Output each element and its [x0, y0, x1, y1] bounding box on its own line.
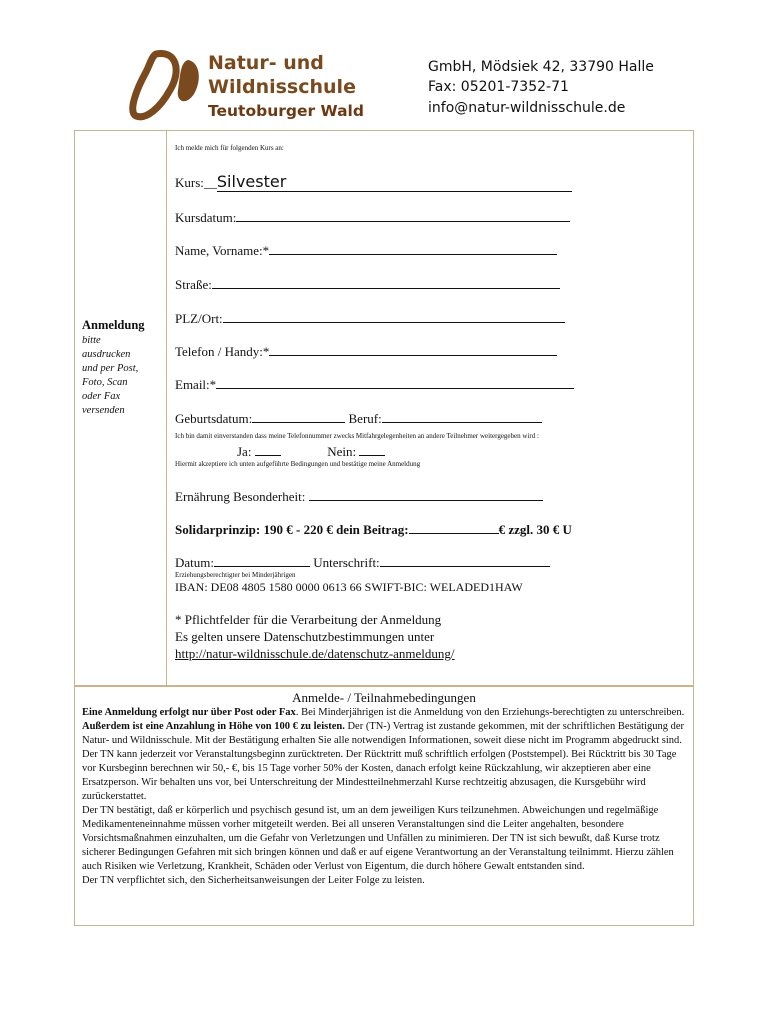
yes-label: Ja: [237, 444, 252, 459]
solidarity-row [175, 521, 572, 538]
plz-row [175, 310, 565, 327]
course-label: Kurs:__ [175, 175, 217, 190]
accept-text: Hiermit akzeptiere ich unten aufgeführte Bedingungen und bestätige meine Anmeldung [175, 460, 421, 468]
job-field[interactable] [382, 410, 542, 423]
contact-address: GmbH, Mödsiek 42, 33790 Halle [428, 59, 654, 75]
terms-heading: Anmelde- / Teilnahmebedingungen [292, 690, 476, 705]
name-label: Name, Vorname:* [175, 243, 270, 258]
email-row [175, 376, 574, 393]
nutrition-row [175, 488, 543, 505]
job-label: Beruf: [348, 411, 382, 426]
nutrition-field[interactable] [309, 488, 543, 501]
street-row [175, 276, 560, 293]
privacy-link[interactable]: http://natur-wildnisschule.de/datenschutz-anmeldung/ [175, 646, 455, 661]
kursdatum-row [175, 209, 570, 226]
sidebar-line: oder Fax [82, 391, 121, 402]
course-input[interactable] [217, 172, 572, 192]
column-divider [166, 130, 167, 686]
footprint-logo-icon [126, 50, 206, 126]
course-value: Silvester [216, 172, 287, 191]
logo-title-line1: Natur- und [208, 52, 324, 74]
sidebar-line: bitte [82, 335, 101, 346]
logo-title-line3: Teutoburger Wald [208, 102, 364, 120]
plz-label: PLZ/Ort: [175, 311, 223, 326]
sidebar-line: Foto, Scan [82, 377, 128, 388]
terms-body [82, 706, 692, 888]
form-intro: Ich melde mich für folgenden Kurs an: [175, 144, 284, 152]
required-note: * Pflichtfelder für die Verarbeitung der Anmeldung [175, 612, 442, 627]
consent-text: Ich bin damit einverstanden dass meine Telefonnummer zwecks Mitfahrgelegenheiten an andere Teilnehmer weitergegeben wird : [175, 432, 539, 440]
bank-details: IBAN: DE08 4805 1580 0000 0613 66 SWIFT-BIC: WELADED1HAW [175, 580, 523, 594]
sidebar-line: versenden [82, 405, 125, 416]
nutrition-label: Ernährung Besonderheit: [175, 489, 306, 504]
logo [126, 50, 366, 130]
no-field[interactable] [359, 443, 385, 456]
contribution-field[interactable] [409, 521, 499, 534]
consent-choice-row [237, 443, 385, 460]
no-label: Nein: [327, 444, 357, 459]
contact-fax: Fax: 05201-7352-71 [428, 79, 569, 95]
terms-paragraph: Der TN bestätigt, daß er körperlich und psychisch gesund ist, um an dem jeweiligen Kurs teilzunehmen. Abweichungen und regelmäßige Medikamenteneinnahme müssen vorher mitgeteilt werden. Bei all unseren Veranstaltungen sind die Leiter angehalten, besondere Vorsichtsmaßnahmen einzuhalten, um die Gefahr von Verletzungen und Unfällen zu minimieren. Der TN ist sich bewußt, daß Kurse trotz sicherer Bedingungen Gefahren mit sich bringen können und daß er auf eigene Verantwortung an der Veranstaltung teilnimmt. Hierzu zählen auch Risiken wie Verletzung, Krankheit, Schäden oder Verlust von Eigentum, die durch höhere Gewalt entstanden sind. [82, 805, 674, 872]
name-row [175, 242, 557, 259]
phone-field[interactable] [269, 343, 557, 356]
signature-field[interactable] [380, 554, 550, 567]
guardian-note: Erziehungsberechtigter bei Minderjährigen [175, 571, 296, 579]
terms-paragraph: Der TN kann jederzeit vor Veranstaltungsbeginn zurücktreten. Der Rücktritt muß schriftlich erfolgen (Poststempel). Bei Rücktritt bis 30 Tage vor Kursbeginn berechnen wir 50,- €, bis 15 Tage vorher 50% der Kosten, danach erfolgt keine Rückzahlung, wir akzeptieren aber eine Ersatzperson. Wir behalten uns vor, bei Unterschreitung der Mindestteilnehmerzahl Kurse rechtzeitig abzusagen, die Kursgebühr wird zurückerstattet. [82, 749, 677, 802]
phone-row [175, 343, 557, 360]
sidebar-line: ausdrucken [82, 349, 131, 360]
terms-paragraph [82, 706, 692, 748]
kursdatum-field[interactable] [236, 209, 570, 222]
signature-row [175, 554, 550, 571]
solidarity-suffix: € zzgl. 30 € U [498, 522, 572, 537]
email-label: Email:* [175, 377, 217, 392]
street-label: Straße: [175, 277, 212, 292]
course-row [175, 172, 572, 192]
plz-field[interactable] [223, 310, 565, 323]
name-field[interactable] [269, 242, 557, 255]
kursdatum-label: Kursdatum: [175, 210, 237, 225]
street-field[interactable] [212, 276, 560, 289]
date-label: Datum: [175, 555, 214, 570]
birthdate-field[interactable] [252, 410, 345, 423]
terms-text: Der (TN-) Vertrag ist zustande gekommen, mit der schriftlichen Bestätigung der Natur- und Wildnisschule. Mit der Bestätigung erhalten Sie alle notwendigen Informationen, soweit diese nicht im Programm abgedruckt sind. [82, 721, 685, 746]
date-field[interactable] [214, 554, 310, 567]
sidebar [82, 318, 162, 418]
birth-row [175, 410, 542, 427]
birthdate-label: Geburtsdatum: [175, 411, 253, 426]
privacy-link-row [175, 646, 455, 662]
sidebar-title: Anmeldung [82, 318, 145, 332]
terms-bold: Außerdem ist eine Anzahlung in Höhe von 100 € zu leisten. [82, 721, 345, 732]
contact-email: info@natur-wildnisschule.de [428, 100, 626, 116]
email-field[interactable] [216, 376, 574, 389]
logo-title-line2: Wildnisschule [208, 76, 356, 98]
signature-label: Unterschrift: [313, 555, 380, 570]
terms-text: . Bei Minderjährigen ist die Anmeldung von den Erziehungs-berechtigten zu unterschreiben. [295, 707, 685, 718]
terms-paragraph: Der TN verpflichtet sich, den Sicherheitsanweisungen der Leiter Folge zu leisten. [82, 875, 425, 886]
solidarity-label: Solidarprinzip: 190 € - 220 € dein Beitrag: [175, 522, 409, 537]
phone-label: Telefon / Handy:* [175, 344, 270, 359]
privacy-note: Es gelten unsere Datenschutzbestimmungen unter [175, 629, 435, 644]
yes-field[interactable] [255, 443, 281, 456]
sidebar-line: und per Post, [82, 363, 139, 374]
terms-bold: Eine Anmeldung erfolgt nur über Post oder Fax [82, 707, 296, 718]
